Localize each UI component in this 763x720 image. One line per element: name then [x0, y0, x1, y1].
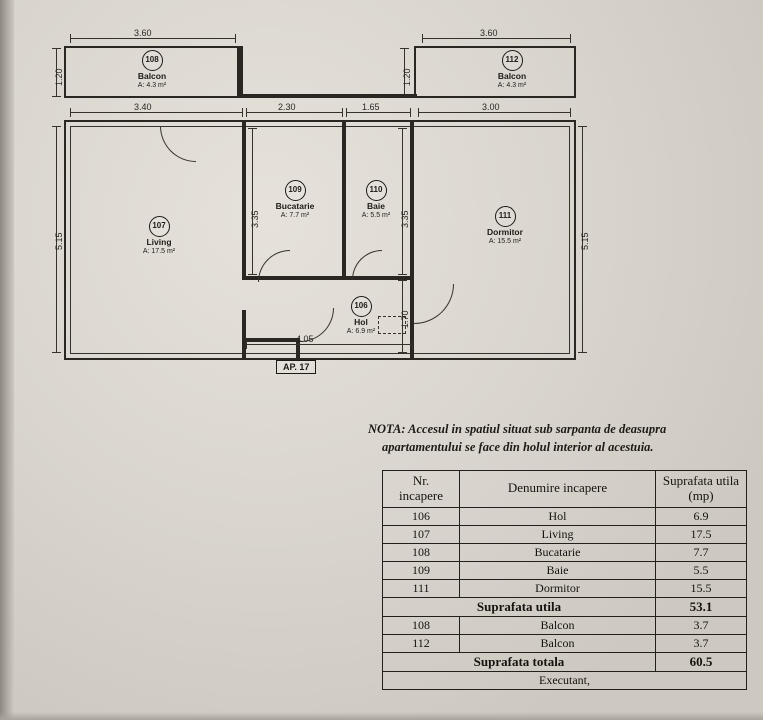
cell-nr: 111 [383, 579, 460, 597]
header-suprafata [656, 471, 747, 508]
cell-name: Living [460, 525, 656, 543]
dim-tick [346, 108, 347, 117]
dim-tick [398, 274, 407, 275]
cell-area: 17.5 [656, 525, 747, 543]
dim-tick [235, 34, 236, 43]
cell-name: Hol [460, 507, 656, 525]
dim-line-baie-width [346, 112, 410, 113]
cell-nr: 108 [383, 543, 460, 561]
dim-tick [422, 34, 423, 43]
table-row [383, 579, 747, 597]
dim-balcony-108-depth: 1.20 [54, 68, 64, 86]
cell-area: 7.7 [656, 543, 747, 561]
dim-line-balcony-108-width [70, 38, 235, 39]
room-schedule-table-wrapper [382, 470, 747, 690]
table-row [383, 616, 747, 634]
dim-line-bucatarie-width [246, 112, 342, 113]
dim-tick [70, 34, 71, 43]
header-denumire: Denumire incapere [460, 471, 656, 508]
room-area-106: A: 6.9 m² [346, 327, 376, 335]
dim-hol-width: 4.05 [296, 334, 314, 344]
dim-tick [248, 128, 257, 129]
room-name-106: Hol [354, 317, 368, 327]
dim-living-width: 3.40 [134, 102, 152, 112]
room-area-110: A: 5.5 m² [361, 211, 391, 219]
paper-bottom-edge [0, 712, 763, 720]
room-tag-112: 112 [502, 50, 523, 71]
wall-living-bucatarie [242, 120, 246, 280]
table-total-row [383, 652, 747, 671]
room-tag-107: 107 [149, 216, 170, 237]
room-schedule-table [382, 470, 747, 690]
table-header-row [383, 471, 747, 508]
dim-tick [398, 280, 407, 281]
subtotal-label: Suprafata utila [383, 597, 656, 616]
room-name-109: Bucatarie [275, 201, 315, 211]
header-nr-line2: incapere [398, 487, 444, 503]
header-suprafata-line2: (mp) [688, 487, 714, 503]
wall-hol-left-lower [242, 338, 300, 342]
dim-tick [52, 48, 61, 49]
dim-bucatarie-width: 2.30 [278, 102, 296, 112]
closet-dashed-box [378, 316, 406, 334]
dim-line-balcony-112-width [422, 38, 570, 39]
header-nr-incapere [383, 471, 460, 508]
dim-balcony-112-width: 3.60 [480, 28, 498, 38]
room-area-107: A: 17.5 m² [142, 247, 176, 255]
apartment-number-box: AP. 17 [276, 360, 316, 374]
note-text [368, 420, 753, 456]
room-name-111: Dormitor [487, 227, 523, 237]
cell-area: 15.5 [656, 579, 747, 597]
note-line-2: apartamentului se face din holul interior al acestuia. [382, 440, 654, 455]
room-name-110: Baie [367, 201, 385, 211]
dim-tick [70, 108, 71, 117]
dim-living-height: 5.15 [54, 232, 64, 250]
room-area-111: A: 15.5 m² [488, 237, 522, 245]
note-line-1: NOTA: Accesul in spatiul situat sub sarpanta de deasupra [368, 422, 667, 436]
dim-tick [52, 352, 61, 353]
cell-nr: 109 [383, 561, 460, 579]
dim-tick [570, 34, 571, 43]
cell-nr: 106 [383, 507, 460, 525]
room-area-109: A: 7.7 m² [280, 211, 310, 219]
dim-tick [342, 108, 343, 117]
dim-bucatarie-height: 3.35 [250, 210, 260, 228]
cell-name: Balcon [460, 616, 656, 634]
executant-label: Executant, [383, 671, 747, 689]
room-tag-106: 106 [351, 296, 372, 317]
cell-name: Dormitor [460, 579, 656, 597]
dim-tick [412, 340, 413, 349]
floor-plan-drawing [52, 28, 612, 378]
room-area-108: A: 4.3 m² [137, 81, 167, 89]
room-tag-111: 111 [495, 206, 516, 227]
table-row [383, 525, 747, 543]
header-suprafata-line1: Suprafata utila [662, 473, 740, 488]
dim-tick [52, 126, 61, 127]
wall-top-segment [239, 94, 417, 98]
dim-line-hol-width [246, 344, 412, 345]
cell-area: 6.9 [656, 507, 747, 525]
dim-tick [52, 96, 61, 97]
cell-nr: 108 [383, 616, 460, 634]
table-footer-row [383, 671, 747, 689]
room-label-109 [257, 180, 333, 220]
dim-hol-height: 1.70 [400, 310, 410, 328]
subtotal-area: 53.1 [656, 597, 747, 616]
total-area: 60.5 [656, 652, 747, 671]
room-label-112 [472, 50, 552, 90]
table-row [383, 561, 747, 579]
dim-tick [246, 108, 247, 117]
table-subtotal-row [383, 597, 747, 616]
dim-tick [246, 340, 247, 349]
dim-baie-height: 3.35 [400, 210, 410, 228]
room-area-112: A: 4.3 m² [497, 81, 527, 89]
table-row [383, 507, 747, 525]
table-row [383, 543, 747, 561]
dim-tick [418, 108, 419, 117]
dim-tick [398, 352, 407, 353]
room-name-112: Balcon [497, 71, 527, 81]
dim-tick [578, 352, 587, 353]
dim-tick [578, 126, 587, 127]
room-label-107 [114, 216, 204, 256]
dim-tick [400, 48, 409, 49]
room-label-110 [348, 180, 404, 220]
dim-tick [248, 274, 257, 275]
room-name-108: Balcon [137, 71, 167, 81]
dim-line-bucatarie-height [252, 128, 253, 274]
cell-nr: 112 [383, 634, 460, 652]
dim-baie-width: 1.65 [362, 102, 380, 112]
wall-baie-dormitor [410, 120, 414, 360]
room-name-107: Living [146, 237, 172, 247]
cell-area: 3.7 [656, 616, 747, 634]
cell-name: Balcon [460, 634, 656, 652]
cell-nr: 107 [383, 525, 460, 543]
total-label: Suprafata totala [383, 652, 656, 671]
wall-top-between-balconies [239, 46, 243, 98]
header-nr-line1: Nr. [412, 473, 430, 488]
dim-balcony-112-depth: 1.20 [402, 68, 412, 86]
wall-bucatarie-baie [342, 120, 346, 280]
dim-tick [410, 108, 411, 117]
cell-name: Bucatarie [460, 543, 656, 561]
room-tag-109: 109 [285, 180, 306, 201]
cell-area: 5.5 [656, 561, 747, 579]
dim-tick [570, 108, 571, 117]
dim-line-dormitor-width [418, 112, 570, 113]
wall-hol-left [242, 310, 246, 360]
room-tag-108: 108 [142, 50, 163, 71]
cell-name: Baie [460, 561, 656, 579]
room-tag-110: 110 [366, 180, 387, 201]
dim-dormitor-width: 3.00 [482, 102, 500, 112]
paper-left-edge [0, 0, 14, 720]
cell-area: 3.7 [656, 634, 747, 652]
dim-line-living-width [70, 112, 242, 113]
table-row [383, 634, 747, 652]
dim-dormitor-height: 5.15 [580, 232, 590, 250]
dim-tick [398, 128, 407, 129]
room-label-108 [112, 50, 192, 90]
dim-balcony-108-width: 3.60 [134, 28, 152, 38]
dim-tick [242, 108, 243, 117]
room-label-111 [462, 206, 548, 246]
